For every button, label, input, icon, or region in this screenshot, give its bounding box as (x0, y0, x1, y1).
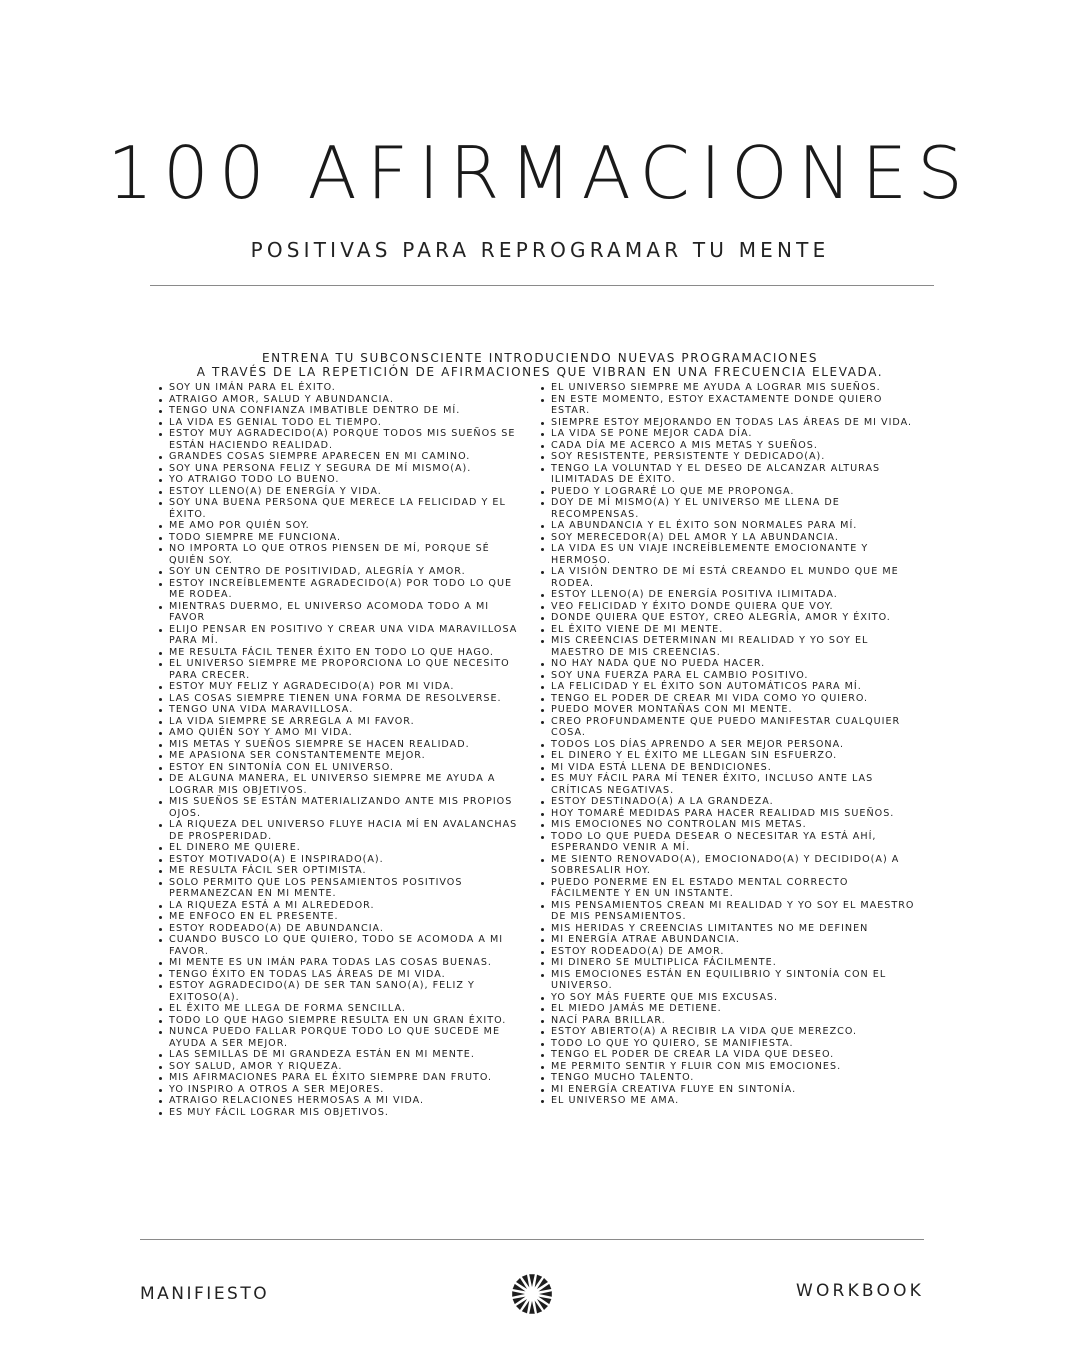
affirmation-item: ESTOY MUY AGRADECIDO(A) PORQUE TODOS MIS SUEÑOS SE ESTÁN HACIENDO REALIDAD. (157, 428, 522, 451)
affirmation-item: NO IMPORTA LO QUE OTROS PIENSEN DE MÍ, PORQUE SÉ QUIÉN SOY. (157, 543, 522, 566)
affirmations-list-left (157, 382, 522, 1118)
affirmation-item: ESTOY LLENO(A) DE ENERGÍA POSITIVA ILIMITADA. (539, 589, 917, 601)
affirmation-item: EL ÉXITO ME LLEGA DE FORMA SENCILLA. (157, 1003, 522, 1015)
affirmation-item: NACÍ PARA BRILLAR. (539, 1015, 917, 1027)
affirmation-item: DE ALGUNA MANERA, EL UNIVERSO SIEMPRE ME AYUDA A LOGRAR MIS OBJETIVOS. (157, 773, 522, 796)
page-subtitle: POSITIVAS PARA REPROGRAMAR TU MENTE (250, 238, 830, 262)
affirmation-item: ES MUY FÁCIL LOGRAR MIS OBJETIVOS. (157, 1107, 522, 1119)
affirmation-item: YO INSPIRO A OTROS A SER MEJORES. (157, 1084, 522, 1096)
affirmation-item: HOY TOMARÉ MEDIDAS PARA HACER REALIDAD MIS SUEÑOS. (539, 808, 917, 820)
affirmation-item: GRANDES COSAS SIEMPRE APARECEN EN MI CAMINO. (157, 451, 522, 463)
affirmation-item: LA RIQUEZA DEL UNIVERSO FLUYE HACIA MÍ EN AVALANCHAS DE PROSPERIDAD. (157, 819, 522, 842)
affirmation-item: TENGO UNA VIDA MARAVILLOSA. (157, 704, 522, 716)
affirmation-item: LA FELICIDAD Y EL ÉXITO SON AUTOMÁTICOS PARA MÍ. (539, 681, 917, 693)
affirmation-item: TODO LO QUE YO QUIERO, SE MANIFIESTA. (539, 1038, 917, 1050)
affirmations-list-right (539, 382, 917, 1107)
bottom-divider (140, 1239, 924, 1240)
footer-brand-left: MANIFIESTO (140, 1284, 270, 1304)
affirmation-item: DOY DE MÍ MISMO(A) Y EL UNIVERSO ME LLENA DE RECOMPENSAS. (539, 497, 917, 520)
affirmation-item: MIS EMOCIONES NO CONTROLAN MIS METAS. (539, 819, 917, 831)
affirmation-item: EL ÉXITO VIENE DE MI MENTE. (539, 624, 917, 636)
affirmation-item: ESTOY ABIERTO(A) A RECIBIR LA VIDA QUE MEREZCO. (539, 1026, 917, 1038)
affirmation-item: YO ATRAIGO TODO LO BUENO. (157, 474, 522, 486)
affirmation-item: TENGO UNA CONFIANZA IMBATIBLE DENTRO DE MÍ. (157, 405, 522, 417)
affirmation-item: NO HAY NADA QUE NO PUEDA HACER. (539, 658, 917, 670)
affirmation-item: ESTOY MUY FELIZ Y AGRADECIDO(A) POR MI VIDA. (157, 681, 522, 693)
affirmation-item: SOY SALUD, AMOR Y RIQUEZA. (157, 1061, 522, 1073)
affirmation-item: MI DINERO SE MULTIPLICA FÁCILMENTE. (539, 957, 917, 969)
affirmation-item: LA VIDA ES GENIAL TODO EL TIEMPO. (157, 417, 522, 429)
affirmation-item: ESTOY INCREÍBLEMENTE AGRADECIDO(A) POR TODO LO QUE ME RODEA. (157, 578, 522, 601)
affirmation-item: NUNCA PUEDO FALLAR PORQUE TODO LO QUE SUCEDE ME AYUDA A SER MEJOR. (157, 1026, 522, 1049)
affirmation-item: LA ABUNDANCIA Y EL ÉXITO SON NORMALES PARA MÍ. (539, 520, 917, 532)
affirmation-item: MIS METAS Y SUEÑOS SIEMPRE SE HACEN REALIDAD. (157, 739, 522, 751)
affirmation-item: ESTOY RODEADO(A) DE AMOR. (539, 946, 917, 958)
affirmation-item: TENGO MUCHO TALENTO. (539, 1072, 917, 1084)
affirmation-item: ME PERMITO SENTIR Y FLUIR CON MIS EMOCIONES. (539, 1061, 917, 1073)
affirmation-item: SOY RESISTENTE, PERSISTENTE Y DEDICADO(A). (539, 451, 917, 463)
affirmation-item: EL MIEDO JAMÁS ME DETIENE. (539, 1003, 917, 1015)
intro-line: A TRAVÉS DE LA REPETICIÓN DE AFIRMACIONES QUE VIBRAN EN UNA FRECUENCIA ELEVADA. (196, 365, 884, 379)
affirmation-item: EL UNIVERSO SIEMPRE ME AYUDA A LOGRAR MIS SUEÑOS. (539, 382, 917, 394)
affirmation-item: ELIJO PENSAR EN POSITIVO Y CREAR UNA VIDA MARAVILLOSA PARA MÍ. (157, 624, 522, 647)
affirmation-item: ME SIENTO RENOVADO(A), EMOCIONADO(A) Y DECIDIDO(A) A SOBRESALIR HOY. (539, 854, 917, 877)
affirmation-item: ESTOY AGRADECIDO(A) DE SER TAN SANO(A), FELIZ Y EXITOSO(A). (157, 980, 522, 1003)
intro-line: ENTRENA TU SUBCONSCIENTE INTRODUCIENDO NUEVAS PROGRAMACIONES (261, 351, 819, 365)
affirmation-item: TENGO EL PODER DE CREAR LA VIDA QUE DESEO. (539, 1049, 917, 1061)
affirmation-item: MIENTRAS DUERMO, EL UNIVERSO ACOMODA TODO A MI FAVOR (157, 601, 522, 624)
affirmation-item: EL DINERO ME QUIERE. (157, 842, 522, 854)
affirmation-item: DONDE QUIERA QUE ESTOY, CREO ALEGRÍA, AMOR Y ÉXITO. (539, 612, 917, 624)
affirmation-item: MIS CREENCIAS DETERMINAN MI REALIDAD Y YO SOY EL MAESTRO DE MIS CREENCIAS. (539, 635, 917, 658)
affirmation-item: ATRAIGO AMOR, SALUD Y ABUNDANCIA. (157, 394, 522, 406)
affirmation-item: EN ESTE MOMENTO, ESTOY EXACTAMENTE DONDE QUIERO ESTAR. (539, 394, 917, 417)
affirmation-item: SOY UN CENTRO DE POSITIVIDAD, ALEGRÍA Y AMOR. (157, 566, 522, 578)
affirmation-item: ME RESULTA FÁCIL TENER ÉXITO EN TODO LO QUE HAGO. (157, 647, 522, 659)
affirmation-item: LA RIQUEZA ESTÁ A MI ALREDEDOR. (157, 900, 522, 912)
affirmation-item: LA VISIÓN DENTRO DE MÍ ESTÁ CREANDO EL MUNDO QUE ME RODEA. (539, 566, 917, 589)
page-title: 100 AFIRMACIONES (107, 131, 973, 215)
affirmation-item: MIS HERIDAS Y CREENCIAS LIMITANTES NO ME DEFINEN (539, 923, 917, 935)
affirmation-item: CUANDO BUSCO LO QUE QUIERO, TODO SE ACOMODA A MI FAVOR. (157, 934, 522, 957)
affirmation-item: SIEMPRE ESTOY MEJORANDO EN TODAS LAS ÁREAS DE MI VIDA. (539, 417, 917, 429)
affirmation-item: ME APASIONA SER CONSTANTEMENTE MEJOR. (157, 750, 522, 762)
affirmation-item: TENGO LA VOLUNTAD Y EL DESEO DE ALCANZAR ALTURAS ILIMITADAS DE ÉXITO. (539, 463, 917, 486)
affirmation-item: PUEDO PONERME EN EL ESTADO MENTAL CORRECTO FÁCILMENTE Y EN UN INSTANTE. (539, 877, 917, 900)
top-divider (150, 285, 934, 286)
affirmation-item: MI VIDA ESTÁ LLENA DE BENDICIONES. (539, 762, 917, 774)
affirmation-item: EL UNIVERSO ME AMA. (539, 1095, 917, 1107)
affirmation-item: SOY UNA PERSONA FELIZ Y SEGURA DE MÍ MISMO(A). (157, 463, 522, 475)
affirmation-item: LAS SEMILLAS DE MI GRANDEZA ESTÁN EN MI MENTE. (157, 1049, 522, 1061)
affirmation-item: ESTOY RODEADO(A) DE ABUNDANCIA. (157, 923, 522, 935)
affirmation-item: TODO LO QUE HAGO SIEMPRE RESULTA EN UN GRAN ÉXITO. (157, 1015, 522, 1027)
affirmation-item: ATRAIGO RELACIONES HERMOSAS A MI VIDA. (157, 1095, 522, 1107)
affirmation-item: TODOS LOS DÍAS APRENDO A SER MEJOR PERSONA. (539, 739, 917, 751)
affirmation-item: LA VIDA ES UN VIAJE INCREÍBLEMENTE EMOCIONANTE Y HERMOSO. (539, 543, 917, 566)
affirmation-item: SOY UNA FUERZA PARA EL CAMBIO POSITIVO. (539, 670, 917, 682)
affirmation-item: ESTOY LLENO(A) DE ENERGÍA Y VIDA. (157, 486, 522, 498)
affirmation-item: ME AMO POR QUIÉN SOY. (157, 520, 522, 532)
affirmation-item: LA VIDA SIEMPRE SE ARREGLA A MI FAVOR. (157, 716, 522, 728)
affirmation-item: PUEDO MOVER MONTAÑAS CON MI MENTE. (539, 704, 917, 716)
affirmation-item: YO SOY MÁS FUERTE QUE MIS EXCUSAS. (539, 992, 917, 1004)
affirmation-item: MIS PENSAMIENTOS CREAN MI REALIDAD Y YO SOY EL MAESTRO DE MIS PENSAMIENTOS. (539, 900, 917, 923)
affirmation-item: ESTOY MOTIVADO(A) E INSPIRADO(A). (157, 854, 522, 866)
affirmation-item: CREO PROFUNDAMENTE QUE PUEDO MANIFESTAR CUALQUIER COSA. (539, 716, 917, 739)
affirmation-item: ES MUY FÁCIL PARA MÍ TENER ÉXITO, INCLUSO ANTE LAS CRÍTICAS NEGATIVAS. (539, 773, 917, 796)
affirmation-item: ME ENFOCO EN EL PRESENTE. (157, 911, 522, 923)
affirmation-item: LAS COSAS SIEMPRE TIENEN UNA FORMA DE RESOLVERSE. (157, 693, 522, 705)
affirmation-item: EL UNIVERSO SIEMPRE ME PROPORCIONA LO QUE NECESITO PARA CRECER. (157, 658, 522, 681)
affirmation-item: MI ENERGÍA CREATIVA FLUYE EN SINTONÍA. (539, 1084, 917, 1096)
affirmation-item: EL DINERO Y EL ÉXITO ME LLEGAN SIN ESFUERZO. (539, 750, 917, 762)
affirmation-item: TODO SIEMPRE ME FUNCIONA. (157, 532, 522, 544)
footer-brand-right: WORKBOOK (795, 1281, 924, 1301)
affirmation-item: LA VIDA SE PONE MEJOR CADA DÍA. (539, 428, 917, 440)
affirmation-item: ESTOY DESTINADO(A) A LA GRANDEZA. (539, 796, 917, 808)
sun-burst-icon (511, 1273, 553, 1315)
affirmation-item: PUEDO Y LOGRARÉ LO QUE ME PROPONGA. (539, 486, 917, 498)
affirmation-item: MI ENERGÍA ATRAE ABUNDANCIA. (539, 934, 917, 946)
affirmation-item: ME RESULTA FÁCIL SER OPTIMISTA. (157, 865, 522, 877)
affirmation-item: TENGO ÉXITO EN TODAS LAS ÁREAS DE MI VIDA. (157, 969, 522, 981)
affirmation-item: TODO LO QUE PUEDA DESEAR O NECESITAR YA ESTÁ AHÍ, ESPERANDO VENIR A MÍ. (539, 831, 917, 854)
affirmation-item: SOY UN IMÁN PARA EL ÉXITO. (157, 382, 522, 394)
affirmation-item: MIS EMOCIONES ESTÁN EN EQUILIBRIO Y SINTONÍA CON EL UNIVERSO. (539, 969, 917, 992)
affirmation-item: MIS AFIRMACIONES PARA EL ÉXITO SIEMPRE DAN FRUTO. (157, 1072, 522, 1084)
affirmation-item: VEO FELICIDAD Y ÉXITO DONDE QUIERA QUE VOY. (539, 601, 917, 613)
affirmation-item: CADA DÍA ME ACERCO A MIS METAS Y SUEÑOS. (539, 440, 917, 452)
affirmation-item: SOLO PERMITO QUE LOS PENSAMIENTOS POSITIVOS PERMANEZCAN EN MI MENTE. (157, 877, 522, 900)
affirmation-item: SOY UNA BUENA PERSONA QUE MERECE LA FELICIDAD Y EL ÉXITO. (157, 497, 522, 520)
affirmation-item: ESTOY EN SINTONÍA CON EL UNIVERSO. (157, 762, 522, 774)
affirmation-item: SOY MERECEDOR(A) DEL AMOR Y LA ABUNDANCIA. (539, 532, 917, 544)
affirmation-item: MI MENTE ES UN IMÁN PARA TODAS LAS COSAS BUENAS. (157, 957, 522, 969)
affirmation-item: MIS SUEÑOS SE ESTÁN MATERIALIZANDO ANTE MIS PROPIOS OJOS. (157, 796, 522, 819)
affirmation-item: AMO QUIÉN SOY Y AMO MI VIDA. (157, 727, 522, 739)
affirmation-item: TENGO EL PODER DE CREAR MI VIDA COMO YO QUIERO. (539, 693, 917, 705)
intro-text (0, 351, 1080, 379)
